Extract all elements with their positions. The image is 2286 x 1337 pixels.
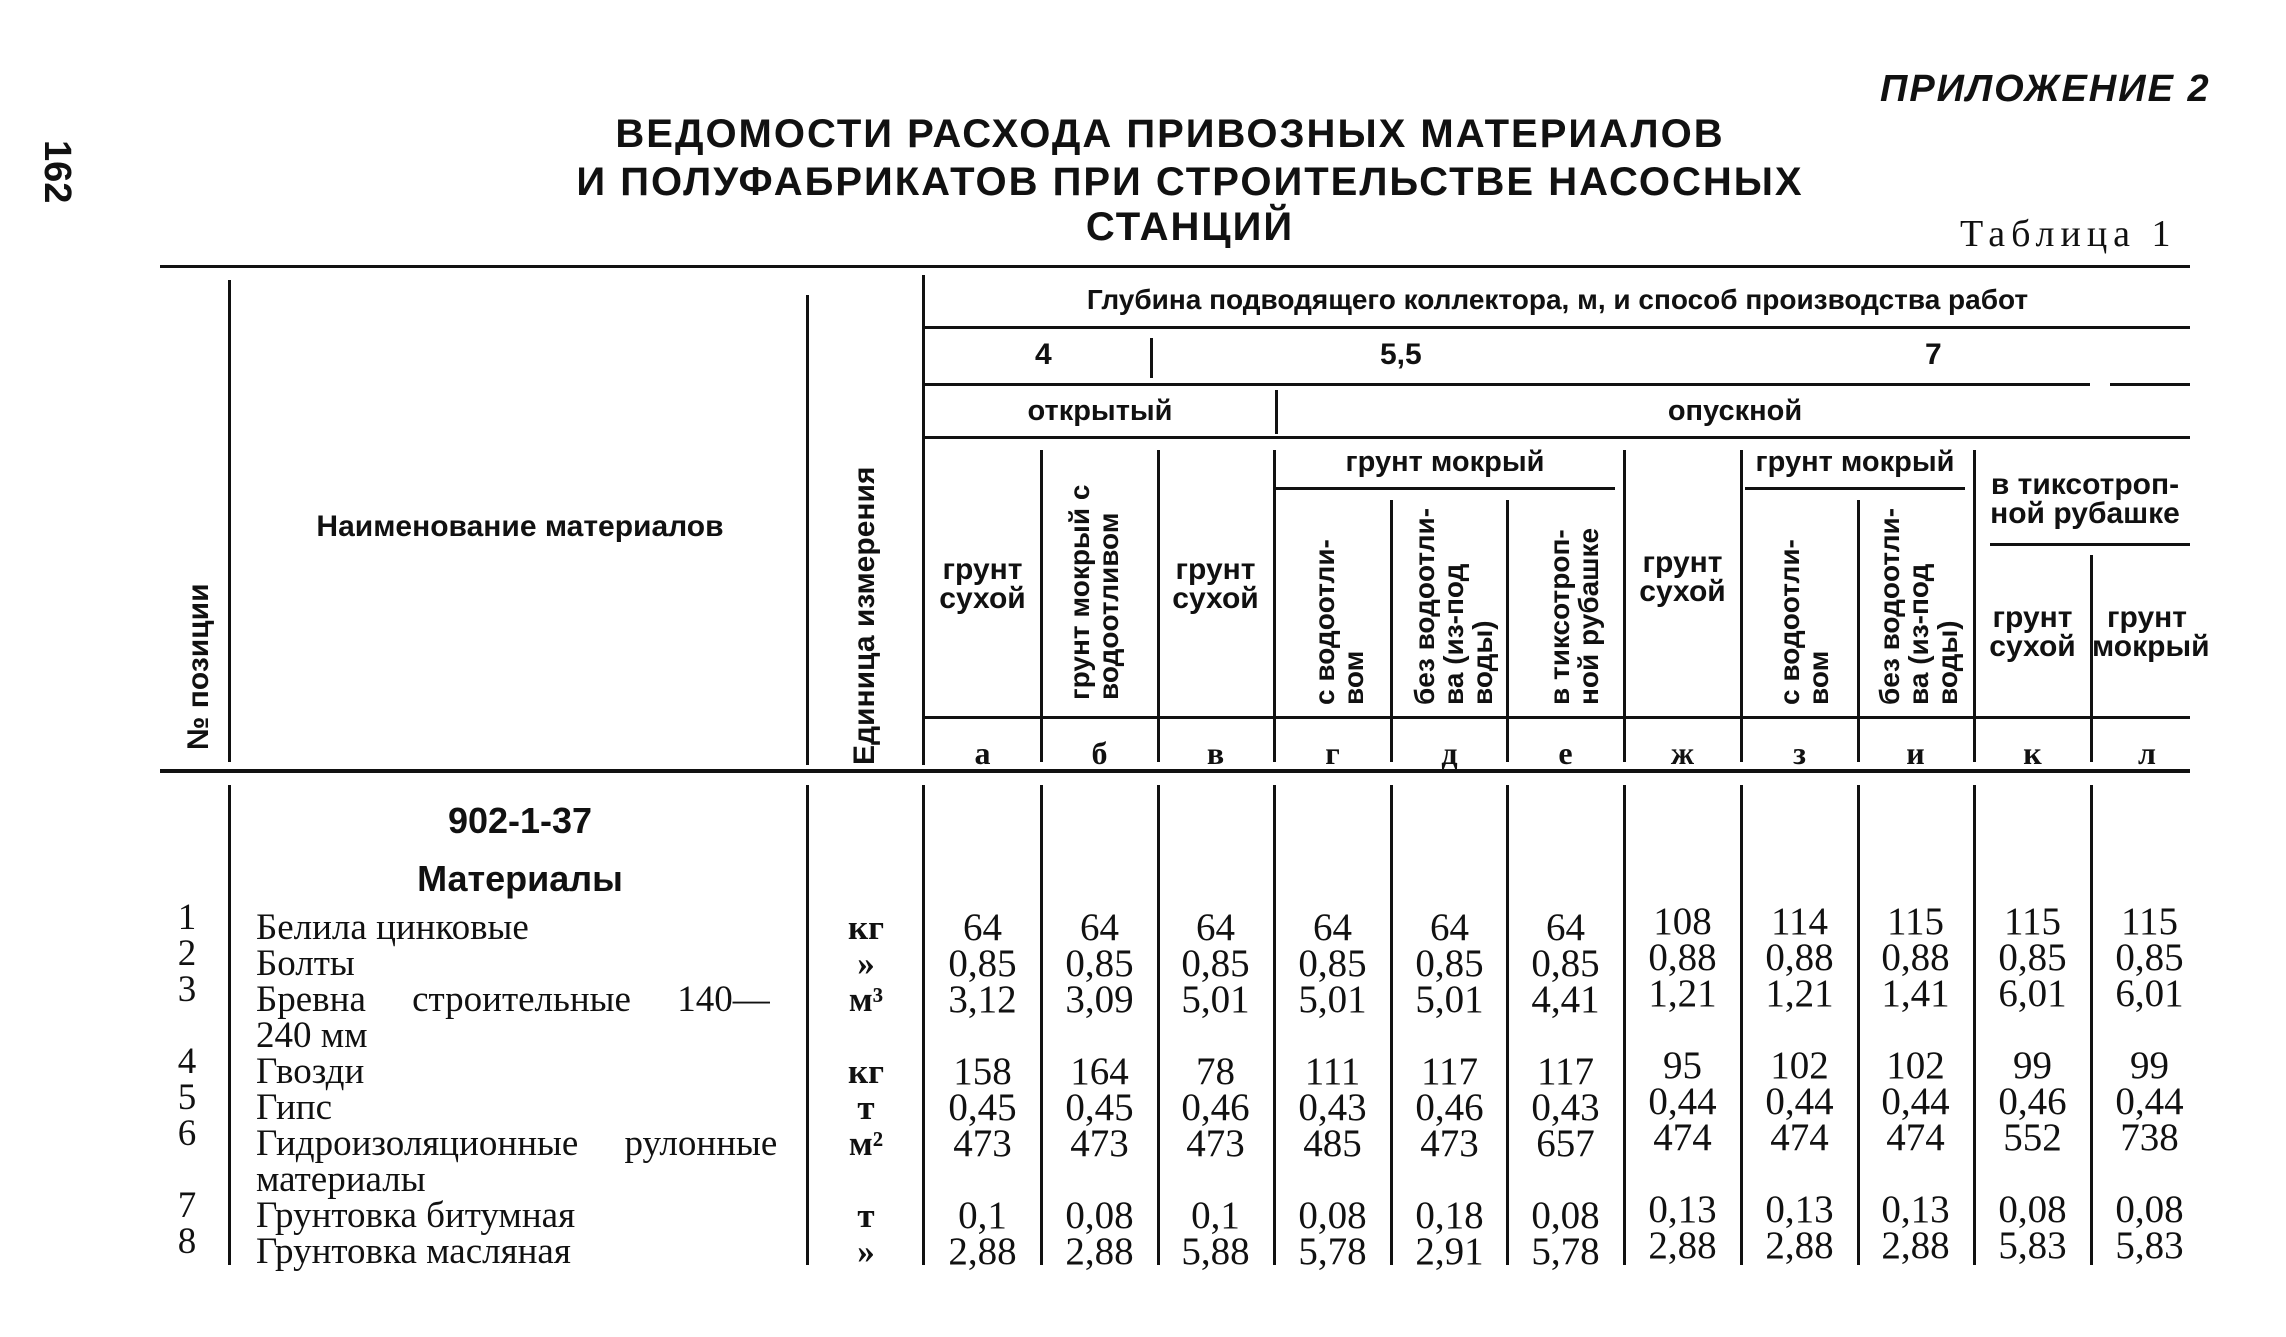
row-value: 0,44	[1765, 1080, 1834, 1123]
col-divider-vg	[1273, 450, 1276, 762]
row-value: 0,88	[1881, 936, 1950, 979]
row-value: 64	[1080, 906, 1119, 949]
row-value: 1,21	[1648, 972, 1717, 1015]
row-value: 0,45	[948, 1086, 1017, 1129]
name-col-header: Наименование материалов	[316, 510, 724, 543]
method-divider	[1275, 390, 1278, 434]
row-value: 0,85	[1181, 942, 1250, 985]
row-value: 3,09	[1065, 978, 1134, 1021]
col-divider-de-body	[1506, 785, 1509, 1265]
row-value: 0,1	[1191, 1194, 1240, 1237]
row-value: 4,41	[1531, 978, 1600, 1021]
row-value: 0,88	[1648, 936, 1717, 979]
col-letter-g: г	[1325, 735, 1340, 771]
row-value: 2,88	[1765, 1224, 1834, 1267]
col-divider-zhz	[1740, 450, 1743, 762]
row-value: 108	[1653, 900, 1712, 943]
row-value: 474	[1653, 1116, 1712, 1159]
row-value: 0,08	[2115, 1188, 2184, 1231]
col-b-header: грунт мокрый с водоотливом	[1064, 484, 1124, 700]
row-value: 5,78	[1531, 1230, 1600, 1273]
row-value: 6,01	[1998, 972, 2067, 1015]
row-value: 0,46	[1415, 1086, 1484, 1129]
section-subtitle: Материалы	[417, 858, 623, 899]
col-letter-l: л	[2138, 735, 2156, 771]
depth-divider-1	[1150, 338, 1153, 378]
col-letter-b: б	[1091, 735, 1108, 771]
row-value: 115	[1886, 900, 1945, 943]
section-project: 902-1-37	[447, 800, 593, 841]
row-value: 99	[2013, 1044, 2052, 1087]
row-unit: м³	[848, 980, 884, 1019]
row-position: 1	[177, 897, 197, 938]
row-position: 4	[177, 1041, 197, 1082]
row-value: 64	[1546, 906, 1585, 949]
row-value: 0,85	[1998, 936, 2067, 979]
col-l-header: грунт мокрый	[2092, 601, 2210, 663]
row-value: 473	[1186, 1122, 1245, 1165]
col-divider-ab	[1040, 450, 1043, 762]
col-d-header: без водоотли- ва (из-под воды)	[1409, 507, 1498, 705]
row-value: 117	[1536, 1050, 1595, 1093]
row-value: 1,21	[1765, 972, 1834, 1015]
row-value: 0,88	[1765, 936, 1834, 979]
row-value: 102	[1886, 1044, 1945, 1087]
title-line-1: ВЕДОМОСТИ РАСХОДА ПРИВОЗНЫХ МАТЕРИАЛОВ	[615, 112, 1725, 156]
depth-rule-a	[925, 383, 2090, 386]
row-value: 0,13	[1648, 1188, 1717, 1231]
row-value: 115	[2120, 900, 2179, 943]
row-material-name-cont: материалы	[256, 1159, 426, 1200]
row-value: 0,08	[1298, 1194, 1367, 1237]
row-value: 0,44	[1881, 1080, 1950, 1123]
method-sinking: опускной	[1667, 395, 1803, 427]
row-value: 114	[1770, 900, 1829, 943]
row-value: 0,46	[1998, 1080, 2067, 1123]
row-value: 0,85	[948, 942, 1017, 985]
row-unit: кг	[847, 908, 885, 947]
col-g-header: с водоотли- вом	[1309, 539, 1369, 705]
row-value: 5,83	[2115, 1224, 2184, 1267]
pos-col-header: № позиции	[182, 583, 215, 750]
row-value: 657	[1536, 1122, 1595, 1165]
row-value: 0,46	[1181, 1086, 1250, 1129]
row-value: 2,88	[1065, 1230, 1134, 1273]
col-a-header: грунт сухой	[939, 553, 1026, 615]
col-letter-v: в	[1206, 735, 1225, 771]
row-value: 5,01	[1181, 978, 1250, 1021]
row-position: 2	[177, 933, 197, 974]
row-position: 7	[177, 1185, 197, 1226]
row-value: 0,13	[1881, 1188, 1950, 1231]
row-value: 473	[953, 1122, 1012, 1165]
depth-4: 4	[1035, 338, 1052, 371]
row-value: 102	[1770, 1044, 1829, 1087]
row-unit: »	[857, 1232, 875, 1271]
row-material-name: Грунтовка масляная	[256, 1231, 571, 1272]
pos-col-rule	[228, 280, 231, 762]
row-unit: т	[857, 1196, 875, 1235]
depth-5-5: 5,5	[1380, 338, 1422, 371]
thixo-group: в тиксотроп- ной рубашке	[1990, 468, 2180, 530]
col-letter-a: а	[974, 735, 991, 771]
row-value: 5,88	[1181, 1230, 1250, 1273]
thixo-rule	[1990, 543, 2190, 546]
row-value: 0,85	[2115, 936, 2184, 979]
wet-soil-group-1: грунт мокрый	[1345, 446, 1545, 478]
row-value: 0,1	[958, 1194, 1007, 1237]
name-col-rule-body	[806, 785, 809, 1265]
row-value: 5,83	[1998, 1224, 2067, 1267]
row-value: 6,01	[2115, 972, 2184, 1015]
row-value: 5,78	[1298, 1230, 1367, 1273]
col-letter-d: д	[1441, 735, 1458, 771]
col-letter-z: з	[1793, 735, 1806, 771]
row-value: 5,01	[1415, 978, 1484, 1021]
row-value: 115	[2003, 900, 2062, 943]
col-divider-vg-body	[1273, 785, 1276, 1265]
row-value: 0,08	[1065, 1194, 1134, 1237]
unit-col-rule	[922, 275, 925, 765]
row-value: 5,01	[1298, 978, 1367, 1021]
col-letter-e: е	[1558, 735, 1573, 771]
row-unit: кг	[847, 1052, 885, 1091]
col-z-header: с водоотли- вом	[1774, 539, 1834, 705]
row-material-name: Болты	[256, 943, 355, 984]
row-value: 0,85	[1065, 942, 1134, 985]
row-value: 0,08	[1531, 1194, 1600, 1237]
col-k-header: грунт сухой	[1989, 601, 2076, 663]
row-value: 2,88	[948, 1230, 1017, 1273]
table-label: Таблица 1	[1960, 213, 2177, 255]
table-top-rule	[160, 265, 2190, 268]
row-value: 95	[1663, 1044, 1702, 1087]
row-value: 64	[1430, 906, 1469, 949]
row-value: 0,18	[1415, 1194, 1484, 1237]
col-divider-gd	[1390, 500, 1393, 762]
col-zh-header: грунт сухой	[1639, 546, 1726, 608]
row-value: 1,41	[1881, 972, 1950, 1015]
row-material-name: Бревна строительные 140—	[256, 979, 770, 1020]
row-value: 78	[1196, 1050, 1235, 1093]
row-value: 738	[2120, 1116, 2179, 1159]
page-number: 162	[36, 140, 78, 204]
row-value: 64	[1196, 906, 1235, 949]
row-value: 2,88	[1881, 1224, 1950, 1267]
row-value: 0,44	[1648, 1080, 1717, 1123]
col-divider-zi	[1857, 500, 1860, 762]
row-unit: т	[857, 1088, 875, 1127]
unit-col-header: Единица измерения	[848, 466, 881, 765]
row-value: 473	[1070, 1122, 1129, 1165]
depth-rule-b	[2110, 383, 2190, 386]
row-position: 6	[177, 1113, 197, 1154]
depth-caption-rule	[925, 326, 2190, 329]
row-value: 485	[1303, 1122, 1362, 1165]
row-material-name: Белила цинковые	[256, 907, 529, 948]
col-divider-ezh	[1623, 450, 1626, 762]
row-value: 0,45	[1065, 1086, 1134, 1129]
col-divider-ab-body	[1040, 785, 1043, 1265]
method-rule	[925, 436, 2190, 439]
row-value: 3,12	[948, 978, 1017, 1021]
row-value: 552	[2003, 1116, 2062, 1159]
row-value: 64	[963, 906, 1002, 949]
row-material-name: Гипс	[256, 1087, 333, 1128]
row-unit: м²	[848, 1124, 884, 1163]
unit-col-rule-body	[922, 785, 925, 1265]
row-value: 0,44	[2115, 1080, 2184, 1123]
row-value: 117	[1420, 1050, 1479, 1093]
row-position: 5	[177, 1077, 197, 1118]
col-divider-gd-body	[1390, 785, 1393, 1265]
col-divider-bv-body	[1157, 785, 1160, 1265]
col-e-header: в тиксотроп- ной рубашке	[1544, 527, 1604, 705]
name-col-rule	[806, 295, 809, 765]
appendix-label: ПРИЛОЖЕНИЕ 2	[1880, 68, 2211, 110]
row-value: 474	[1886, 1116, 1945, 1159]
row-material-name: Гвозди	[256, 1051, 365, 1092]
row-value: 474	[1770, 1116, 1829, 1159]
row-value: 0,13	[1765, 1188, 1834, 1231]
row-value: 158	[953, 1050, 1012, 1093]
row-value: 0,85	[1298, 942, 1367, 985]
row-material-name-cont: 240 мм	[256, 1015, 368, 1056]
row-value: 0,43	[1531, 1086, 1600, 1129]
col-divider-de	[1506, 500, 1509, 762]
row-value: 0,08	[1998, 1188, 2067, 1231]
row-value: 473	[1420, 1122, 1479, 1165]
col-v-header: грунт сухой	[1172, 553, 1259, 615]
row-unit: »	[857, 944, 875, 983]
depth-caption: Глубина подводящего коллектора, м, и способ производства работ	[1086, 284, 2029, 315]
wet-soil-group-2: грунт мокрый	[1755, 446, 1955, 478]
row-value: 99	[2130, 1044, 2169, 1087]
row-value: 2,88	[1648, 1224, 1717, 1267]
method-open: открытый	[1027, 395, 1173, 427]
col-letter-k: к	[2023, 735, 2042, 771]
row-value: 111	[1304, 1050, 1361, 1093]
depth-7: 7	[1925, 338, 1942, 371]
row-value: 0,85	[1415, 942, 1484, 985]
row-material-name: Грунтовка битумная	[256, 1195, 576, 1236]
letters-rule	[925, 716, 2190, 719]
row-value: 64	[1313, 906, 1352, 949]
row-position: 3	[177, 969, 197, 1010]
col-i-header: без водоотли- ва (из-под воды)	[1874, 507, 1963, 705]
title-line-2: И ПОЛУФАБРИКАТОВ ПРИ СТРОИТЕЛЬСТВЕ НАСОСНЫХ СТАНЦИЙ	[576, 160, 1804, 249]
col-letter-i: и	[1906, 735, 1925, 771]
row-material-name: Гидроизоляционные рулонные	[256, 1123, 778, 1164]
row-value: 0,43	[1298, 1086, 1367, 1129]
row-value: 0,85	[1531, 942, 1600, 985]
wet-soil-rule-2	[1745, 487, 1965, 490]
row-position: 8	[177, 1221, 197, 1262]
pos-col-rule-body	[228, 785, 231, 1265]
row-value: 2,91	[1415, 1230, 1484, 1273]
row-value: 164	[1070, 1050, 1129, 1093]
wet-soil-rule-1	[1275, 487, 1615, 490]
col-letter-zh: ж	[1670, 735, 1695, 771]
